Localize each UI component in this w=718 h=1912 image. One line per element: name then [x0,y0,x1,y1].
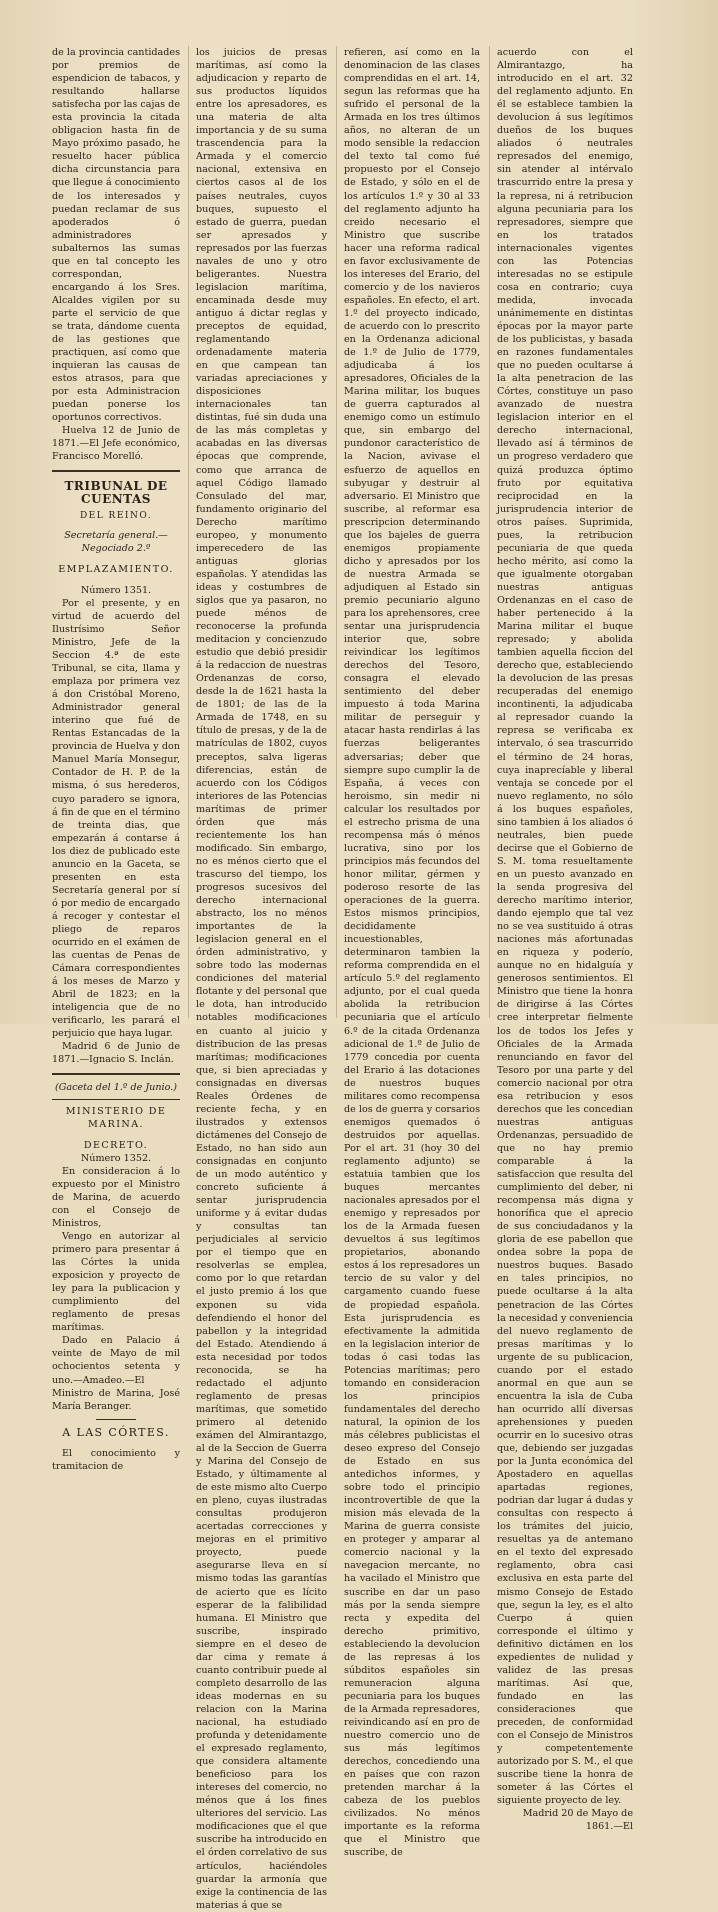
dateline: Madrid 20 de Mayo de 1861.—El [522,1808,633,1833]
emplazamiento-heading: EMPLAZAMIENTO. [58,563,174,575]
dateline: Madrid 6 de Junio de 1871.—Ignacio S. Inclán. [52,1041,180,1066]
section-title: TRIBUNAL DE CUENTAS [64,478,168,506]
paragraph: Dado en Palacio á veinte de Mayo de mil ochocientos setenta y uno.—Amadeo.—El Ministro de Marina, José María Beranger. [52,1335,180,1412]
ministerio-heading: MINISTERIO DE MARINA. [65,1105,167,1130]
column-2 [196,46,327,1911]
secretaria-heading: Secretaría general.—Negociado 2.º [64,529,168,554]
column-4 [497,46,633,1833]
column-divider [188,46,189,1018]
column-1 [52,46,180,1472]
gaceta-heading: (Gaceta del 1.º de Junio.) [55,1081,177,1093]
paragraph: refieren, así como en la denominacion de las clases comprendidas en el art. 14, segun las reformas que ha sufrido el personal de la Armada en los tres últimos años, no alteran de un modo sensible la redaccion del texto tal como fué propuesto por el Consejo de Estado, y sólo en el de los artículos 1.º y 30 al 33 del reglamento adjunto ha creido necesario el Ministro que suscribe hacer una reforma radical en favor exclusivamente de los intereses del Erario, del comercio y de los navieros españoles. En efecto, el art. 1.º del proyecto indicado, de acuerdo con lo prescrito en la Ordenanza adicional de 1.º de Julio de 1779, adjudicaba á los apresadores, Oficiales de la Marina militar, los buques de guerra capturados al enemigo como un estímulo que, sin embargo del pundonor característico de la Nacion, avivase el esfuerzo de aquellos en subyugar y destruir al adversario. El Ministro que suscribe, al reformar esa prescripcion determinando que los bajeles de guerra enemigos propiamente dicho y apresados por los de nuestra Armada se adjudiquen al Estado sin premio pecuniario alguno para los aprehensores, cree sentar una jurisprudencia interior que, sobre reivindicar los legítimos derechos del Tesoro, consagra el elevado sentimiento del deber impuesto á toda Marina militar de perseguir y atacar hasta rendirlas á las fuerzas beligerantes adversarias; deber que siempre supo cumplir la de España, á veces con heroismo, sin medir ni calcular los resultados por el estrecho prisma de una recompensa más ó ménos lucrativa, sino por los principios más fecundos del honor militar, gérmen y poderoso resorte de las operaciones de la guerra. Estos mismos principios, decididamente incuestionables, determinaron tambien la reforma comprendida en el artículo 5.º del reglamento adjunto, por el cual queda abolida la retribucion pecuniaria que el artículo 6.º de la citada Ordenanza adicional de 1.º de Julio de 1779 concedia por cuenta del Erario á las dotaciones de nuestros buques militares como recompensa de los de guerra y corsarios enemigos quemados ó destruidos por aquellas. Por el art. 31 (hoy 30 del reglamento adjunto) se estatuia tambien que los buques mercantes nacionales apresados por el enemigo y represados por los de la Armada fuesen devueltos á sus legítimos propietarios, abonando estos á los represadores un tercio de su valor y del cargamento cuando fuese de propiedad española. Esta jurisprudencia es efectivamente la admitida en la legislacion interior de todas ó casi todas las Potencias marítimas; pero tomando en consideracion los principios fundamentales del derecho natural, la opinion de los más célebres publicistas el deseo expreso del Consejo de Estado en sus antedichos informes, y sobre todo el principio incontrovertible de que la mision más elevada de la Marina de guerra consiste en proteger y amparar al comercio nacional y la navegacion mercante, no ha vacilado el Ministro que suscribe en dar un paso más por la senda siempre recta y expedita del derecho primitivo, estableciendo la devolucion de las represas á los súbditos españoles sin remuneracion alguna pecuniaria para los buques de la Armada represadores, reivindicando así en pro de nuestro comercio uno de sus más legítimos derechos, concediendo una en países que con razon pretenden marchar á la cabeza de los pueblos civilizados. No ménos importante es la reforma que el Ministro que suscribe, de [344,47,480,1859]
numero-heading: Número 1351. [80,584,152,596]
column-divider [336,46,337,1018]
paragraph: En consideracion á lo expuesto por el Ministro de Marina, de acuerdo con el Consejo de Ministros, [52,1165,180,1229]
short-rule [96,1419,136,1420]
column-3 [344,46,480,1859]
section-rule [52,470,180,472]
paragraph: de la provincia cantidades por premios de espendicion de tabacos, y resultando hallarse satisfecha por las cajas de esta provincia la citada obligacion hasta fin de Mayo próximo pasado, he resuelto hacer pública dicha circunstancia para que llegue á conocimiento de los interesados y puedan reclamar de sus apoderados ó administradores subalternos las sumas que en tal concepto les correspondan, encargando á los Sres. Alcaldes vigilen por su parte el servicio de que se trata, dándome cuenta de las gestiones que practiquen, así como que inquieran las causas de estos atrasos, para que por esta Administracion puedan ponerse los oportunos correctivos. [52,47,180,424]
decreto-heading: DECRETO. [83,1139,149,1151]
paragraph: los juicios de presas marítimas, así como la adjudicacion y reparto de sus productos líquidos entre los apresadores, es una materia de alta importancia y de su suma trascendencia para la Armada y el comercio nacional, extensiva en ciertos casos al de los países neutrales, cuyos buques, supuesto el estado de guerra, puedan ser apresados y represados por las fuerzas navales de uno y otro beligerantes. Nuestra legislacion marítima, encaminada desde muy antiguo á dictar reglas y preceptos de equidad, reglamentando ordenadamente materia en que campean tan variadas apreciaciones y disposiciones internacionales tan distintas, fué sin duda una de las más completas y acabadas en las diversas épocas que comprende, como que arranca de aquel Código llamado Consulado del mar, fundamento originario del Derecho marítimo europeo, y monumento imperecedero de las antiguas glorias españolas. Y atendidas las ideas y costumbres de siglos que ya pasaron, no puede ménos de reconocerse la profunda meditacion y concienzudo estudio que debió presidir á la redaccion de nuestras Ordenanzas de corso, desde la de 1621 hasta la de 1801; de las de la Armada de 1748, en su título de presas, y de la de matrículas de 1802, cuyos preceptos, salva ligeras diferencias, están de acuerdo con los Códigos interiores de las Potencias marítimas de primer órden que más recientemente los han modificado. Sin embargo, no es ménos cierto que el trascurso del tiempo, los progresos sucesivos del derecho internacional abstracto, los no ménos importantes de la legislacion general en el órden administrativo, y sobre todo las modernas condiciones del material flotante y del personal que le dota, han introducido notables modificaciones en cuanto al juicio y distribucion de las presas marítimas; modificaciones que, si bien apreciadas y consignadas en diversas Reales Órdenes de reciente fecha, y en ilustrados y extensos dictámenes del Consejo de Estado, no han sido aun consignadas en conjunto de un modo auténtico y concreto suficiente á sentar jurisprudencia uniforme y á evitar dudas y consultas tan perjudiciales al servicio por el tiempo que en resolverlas se emplea, como por lo que retardan el justo premio á los que exponen su vida defendiendo el honor del pabellon y la integridad del Estado. Atendiendo á esta necesidad por todos reconocida, se ha redactado el adjunto reglamento de presas marítimas, que sometido primero al detenido exámen del Almirantazgo, al de la Seccion de Guerra y Marina del Consejo de Estado, y últimamente al de este mismo alto Cuerpo en pleno, cuyas ilustradas consultas produjeron acertadas correcciones y mejoras en el primitivo proyecto, puede asegurarse lleva en sí mismo todas las garantías de acierto que es lícito esperar de la falibilidad humana. El Ministro que suscribe, inspirado siempre en el deseo de dar cima y remate á cuanto contribuir puede al completo desarrollo de las ideas modernas en su relacion con la Marina nacional, ha estudiado profunda y detenidamente el expresado reglamento, que considera altamente beneficioso para los intereses del comercio, no ménos que á los fines ulteriores del servicio. Las modificaciones que el que suscribe ha introducido en el órden correlativo de sus artículos, haciéndoles guardar la armonía que exige la continencia de las materias á que se [196,47,327,1911]
section-subtitle: DEL REINO. [79,510,153,521]
paragraph: acuerdo con el Almirantazgo, ha introducido en el art. 32 del reglamento adjunto. En él se establece tambien la devolucion á sus legítimos dueños de los buques aliados ó neutrales represados del enemigo, sin atender al intérvalo trascurrido entre la presa y la represa, ni á retribucion alguna pecuniaria para los represadores, siempre que en los tratados internacionales vigentes con las Potencias interesadas no se estipule cosa en contrario; cuya medida, invocada unánimemente en distintas épocas por la mayor parte de los publicistas, y basada en razones fundamentales que no pueden ocultarse á la alta penetracion de las Córtes, constituye un paso avanzado de nuestra legislacion interior en el derecho internacional, llevado así á términos de un progreso verdadero que quizá produzca óptimo fruto por equitativa reciprocidad en la jurisprudencia interior de otros países. Suprimida, pues, la retribucion pecuniaria de que queda hecho mérito, así como la que igualmente otorgaban nuestras antiguas Ordenanzas en el caso de haber pertenecido á la Marina militar el buque represado; y abolida tambien aquella ficcion del derecho que, estableciendo la devolucion de las presas recuperadas del enemigo incontinenti, la adjudicaba al represador cuando la represa se verificaba ex intervalo, ó sea trascurrido el término de 24 horas, cuya inaprecíable y liberal ventaja se concede por el nuevo reglamento, no sólo á los buques españoles, sino tambien á los aliados ó neutrales, bien puede decirse que el Gobierno de S. M. toma resueltamente en un puesto avanzado en la senda progresiva del derecho marítimo interior, dando ejemplo que tal vez no se vea sustituido á otras naciones más afortunadas en riqueza y poderío, aunque no en hidalguía y generosos sentimientos. El Ministro que tiene la honra de dirigirse á las Córtes cree interpretar fielmente los de todos los Jefes y Oficiales de la Armada renunciando en favor del Tesoro por una parte y del comercio nacional por otra esa retribucion y esos derechos que les concedian nuestras antiguas Ordenanzas, persuadido de que no hay premio comparable á la satisfaccion que resulta del cumplimiento del deber, ni recompensa más digna y honorífica que el aprecio de sus conciudadanos y la gloria de ese pabellon que ondea sobre la popa de nuestros buques. Basado en tales principios, no puede ocultarse á la alta penetracion de las Córtes la necesidad y conveniencia del nuevo reglamento de presas marítimas y lo urgente de su publicacion, cuando por el estado anormal en que aun se encuentra la isla de Cuba han ocurrido allí diversas aprehensiones y pueden ocurrir en lo sucesivo otras que, debiendo ser juzgadas por la Junta económica del Apostadero en aquellas apartadas regiones, podrian dar lugar á dudas y consultas con respecto á los trámites del juicio, resueltas ya de antemano en el texto del expresado reglamento, obra casi exclusiva en esta parte del mismo Consejo de Estado que, segun la ley, es el alto Cuerpo á quien corresponde el último y definitivo dictámen en los expedientes de nulidad y validez de las presas marítimas. Así que, fundado en las consideraciones que preceden, de conformidad con el Consejo de Ministros y competentemente autorizado por S. M., el que suscribe tiene la honra de someter á las Córtes el siguiente proyecto de ley. [497,47,633,1807]
paragraph: El conocimiento y tramitacion de [52,1447,180,1472]
paragraph: Por el presente, y en virtud de acuerdo del Ilustrísimo Señor Ministro, Jefe de la Seccion 4.ª de este Tribunal, se cita, llama y emplaza por primera vez á don Cristóbal Moreno, Administrador general interino que fué de Rentas Estancadas de la provincia de Huelva y don Manuel María Monsegur, Contador de H. P. de la misma, ó sus herederos, cuyo paradero se ignora, á fin de que en el término de treinta dias, que empezarán á contarse á los diez de publicado este anuncio en la Gaceta, se presenten en esta Secretaría general por sí ó por medio de encargado á recoger y contestar el pliego de reparos ocurrido en el exámen de las cuentas de Penas de Cámara correspondientes á los meses de Marzo y Abril de 1823; en la inteligencia que de no verificarlo, les parará el perjuicio que haya lugar. [52,597,180,1040]
dateline: Huelva 12 de Junio de 1871.—El Jefe económico, Francisco Morelló. [52,425,180,463]
cortes-heading: A LAS CÓRTES. [62,1425,170,1439]
section-rule-thin [52,1099,180,1100]
column-divider [489,46,490,1018]
paragraph: Vengo en autorizar al primero para presentar á las Córtes la unida exposicion y proyecto de ley para la publicacion y cumplimiento del reglamento de presas marítimas. [52,1230,180,1334]
numero-heading: Número 1352. [80,1152,152,1164]
section-rule [52,1073,180,1075]
